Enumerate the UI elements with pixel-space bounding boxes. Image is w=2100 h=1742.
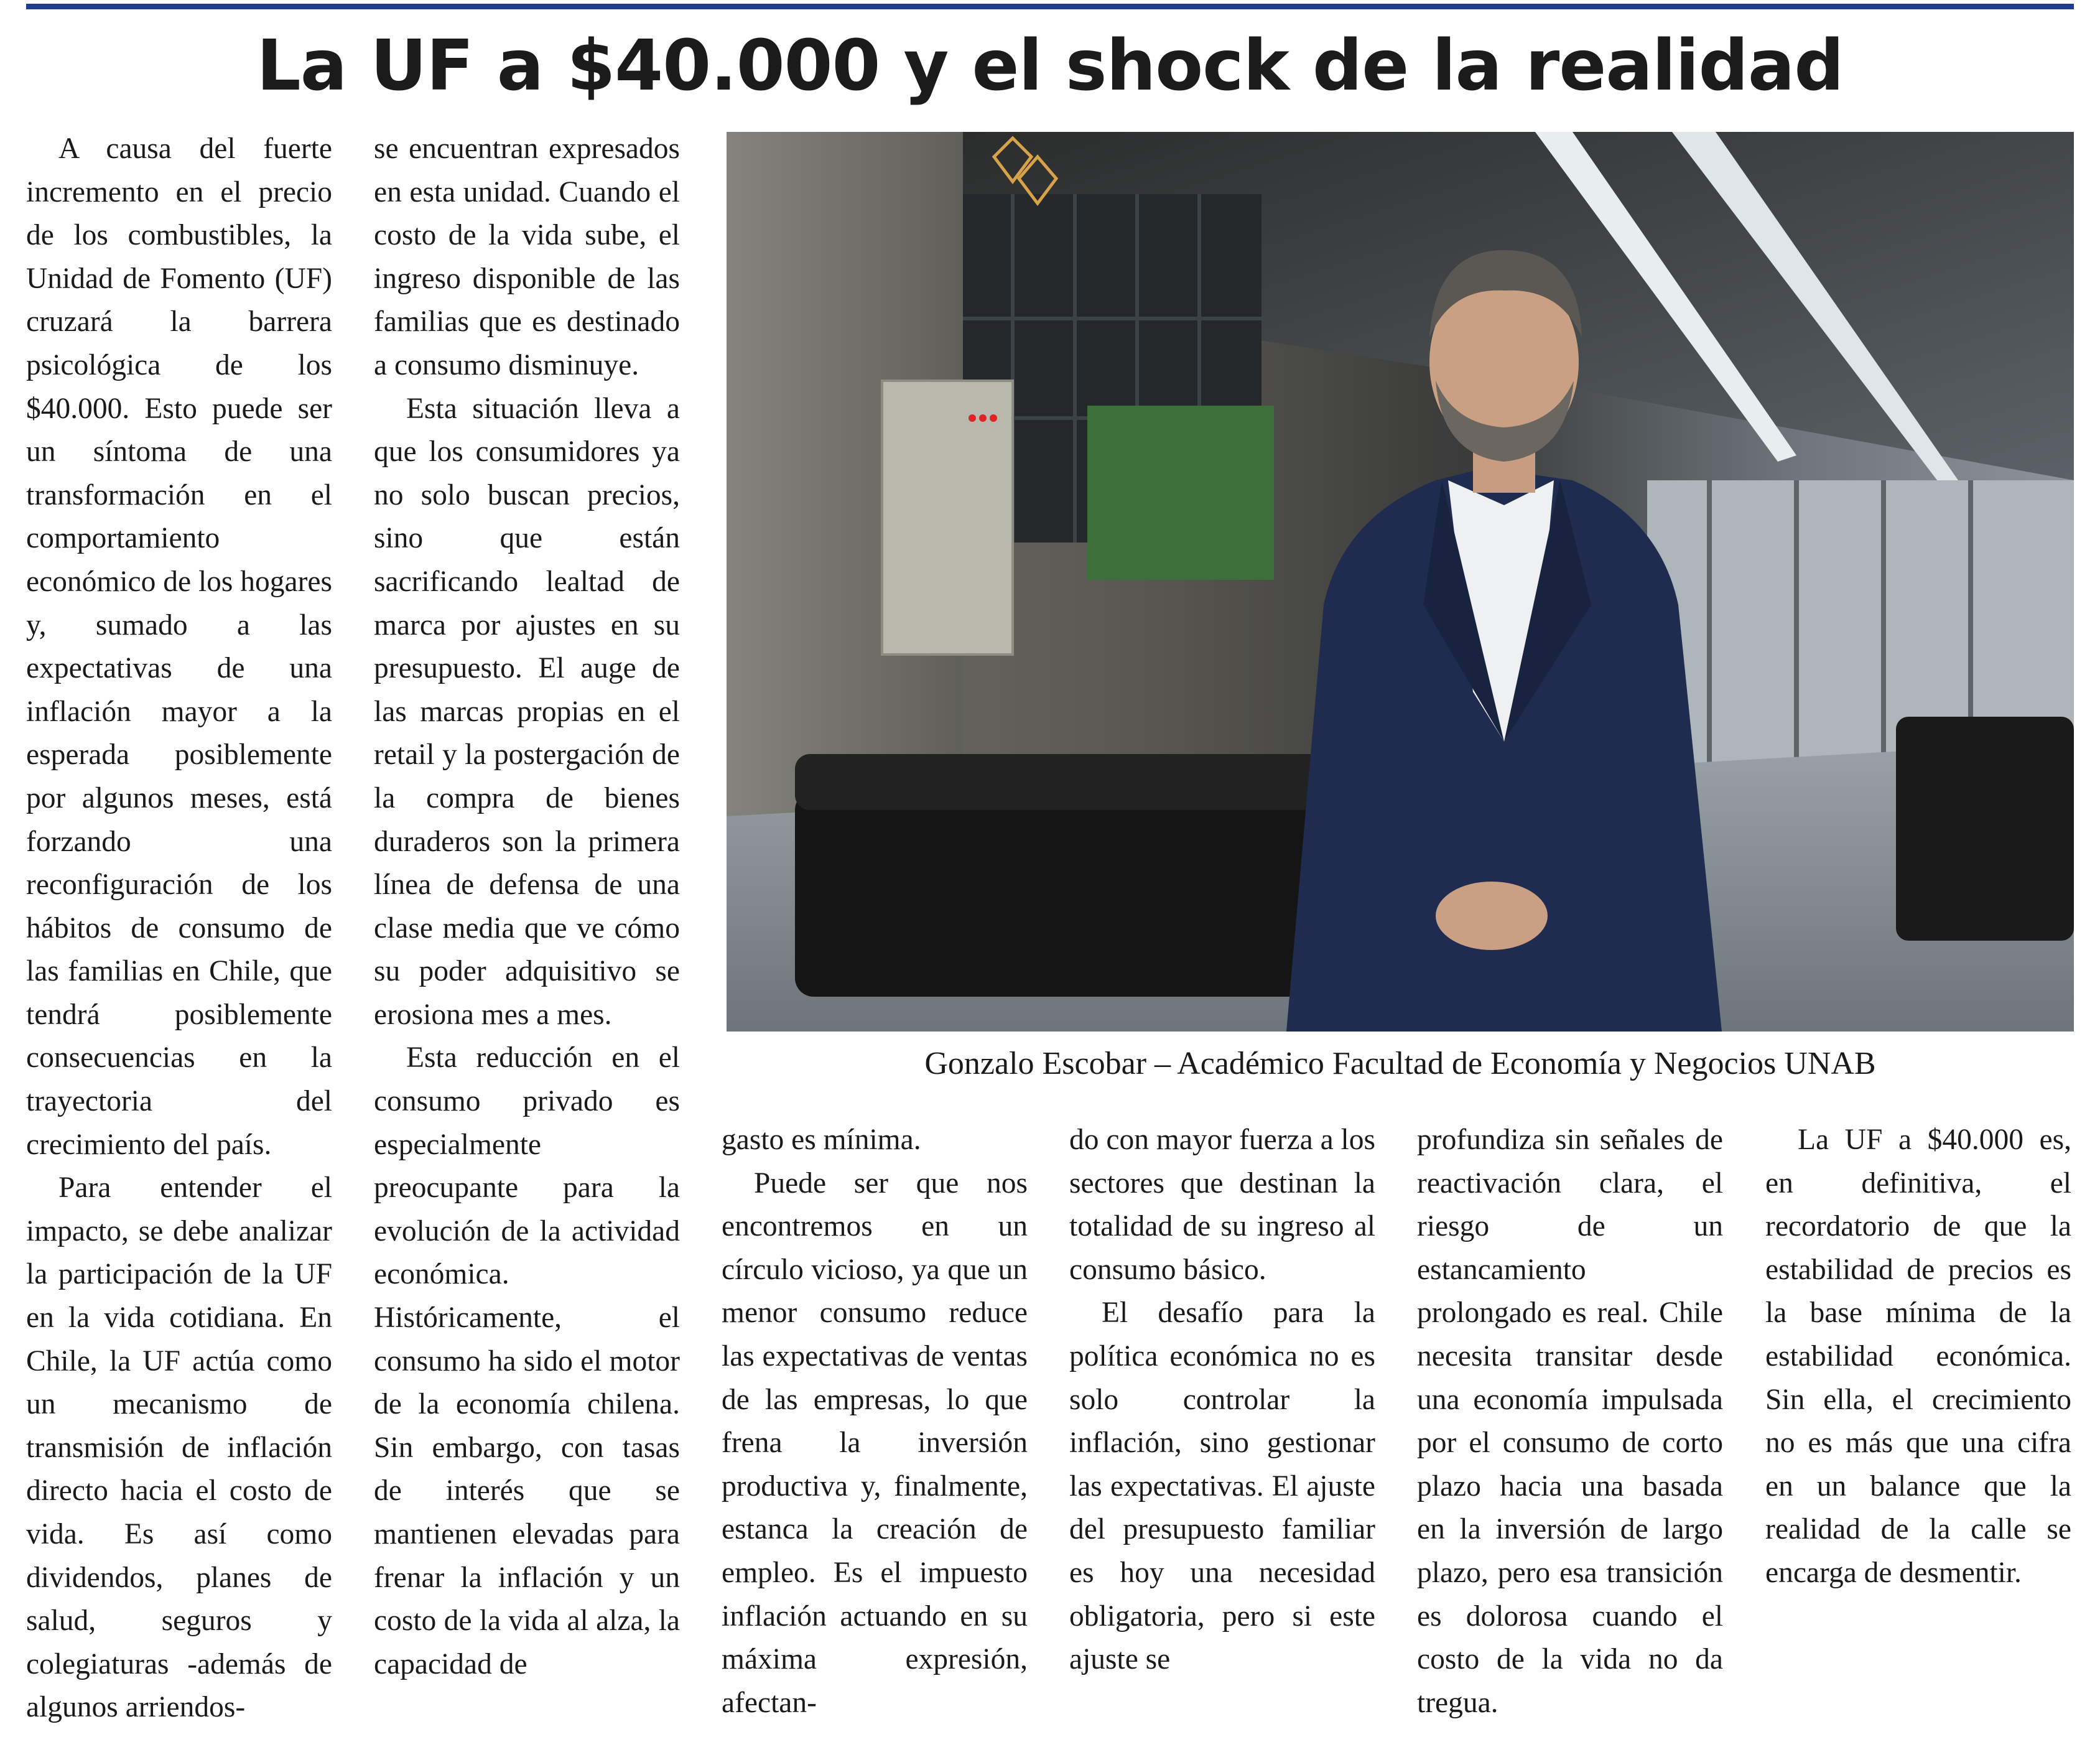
headline: La UF a $40.000 y el shock de la realidad	[256, 26, 1844, 106]
paragraph: Para entender el impacto, se debe analizar la participación de la UF en la vida cotidiana. En Chile, la UF actúa como un mecanismo de transmisión de inflación directo hacia el costo de vida. Es así como dividendos, planes de salud, seguros y colegiaturas -además de algunos arriendos-	[26, 1171, 332, 1724]
paragraph: Puede ser que nos encontremos en un círculo vicioso, ya que un menor consumo reduce las expectativas de ventas de las empresas, lo que frena la inversión productiva y, finalmente, estanca la creación de empleo. Es el impuesto inflación actuando en su máxima expresión, afectan-	[722, 1167, 1028, 1719]
article-column-2	[374, 128, 680, 1686]
black-sofa-right	[1896, 717, 2074, 941]
paragraph: Esta reducción en el consumo privado es especialmente preocupante para la evolución de la actividad económica. Históricamente, el consumo ha sido el motor de la economía chilena. Sin embargo, con tasas de interés que se mantienen elevadas para frenar la inflación y un costo de la vida al alza, la capacidad de	[374, 1041, 680, 1680]
photo-caption: Gonzalo Escobar – Académico Facultad de Economía y Negocios UNAB	[924, 1046, 1876, 1081]
portrait-photo	[727, 132, 2074, 1032]
article-column-3	[722, 1119, 1028, 1725]
paragraph: La UF a $40.000 es, en definitiva, el recordatorio de que la estabilidad de precios es la base mínima de la estabilidad económica. Sin ella, el crecimiento no es más que una cifra en un balance que la realidad de la calle se encarga de desmentir.	[1765, 1124, 2071, 1589]
black-sofa	[795, 791, 1355, 997]
paragraph: El desafío para la política económica no es solo controlar la inflación, sino gestionar las expectativas. El ajuste del presupuesto familiar es hoy una necesidad obligatoria, pero si este ajuste se	[1069, 1297, 1375, 1676]
paragraph-continued: se encuentran expresados en esta unidad. Cuando el costo de la vida sube, el ingreso disponible de las familias que es destinado a consumo disminuye.	[374, 133, 680, 381]
person-portrait-illustration	[727, 132, 2074, 1032]
article-column-4	[1069, 1119, 1375, 1682]
top-rule	[26, 4, 2074, 9]
article-column-6	[1765, 1119, 2071, 1595]
article-column-5	[1417, 1119, 1723, 1725]
paragraph: Esta situación lleva a que los consumidores ya no solo buscan precios, sino que están sacrificando lealtad de marca por ajustes en su presupuesto. El auge de las marcas propias en el retail y la postergación de la compra de bienes duraderos son la primera línea de defensa de una clase media que ve cómo su poder adquisitivo se erosiona mes a mes.	[374, 392, 680, 1031]
paragraph-continued: gasto es mínima.	[722, 1124, 921, 1156]
paragraph-continued: do con mayor fuerza a los sectores que destinan la totalidad de su ingreso al consumo básico.	[1069, 1124, 1375, 1286]
paragraph: A causa del fuerte incremento en el precio de los combustibles, la Unidad de Fomento (UF) cruzará la barrera psicológica de los $40.000. Esto puede ser un síntoma de una transformación en el comportamiento económico de los hogares y, sumado a las expectativas de una inflación mayor a la esperada posiblemente por algunos meses, está forzando una reconfiguración de los hábitos de consumo de las familias en Chile, que tendrá posiblemente consecuencias en la trayectoria del crecimiento del país.	[26, 133, 333, 1161]
electrical-box	[882, 381, 1013, 654]
paragraph-continued: profundiza sin señales de reactivación clara, el riesgo de un estancamiento prolongado es real. Chile necesita transitar desde una economía impulsada por el consumo de corto plazo hacia una basada en la inversión de largo plazo, pero esa transición es dolorosa cuando el costo de la vida no da tregua.	[1417, 1124, 1723, 1719]
article-column-1	[26, 128, 332, 1730]
green-panel	[1087, 406, 1274, 580]
